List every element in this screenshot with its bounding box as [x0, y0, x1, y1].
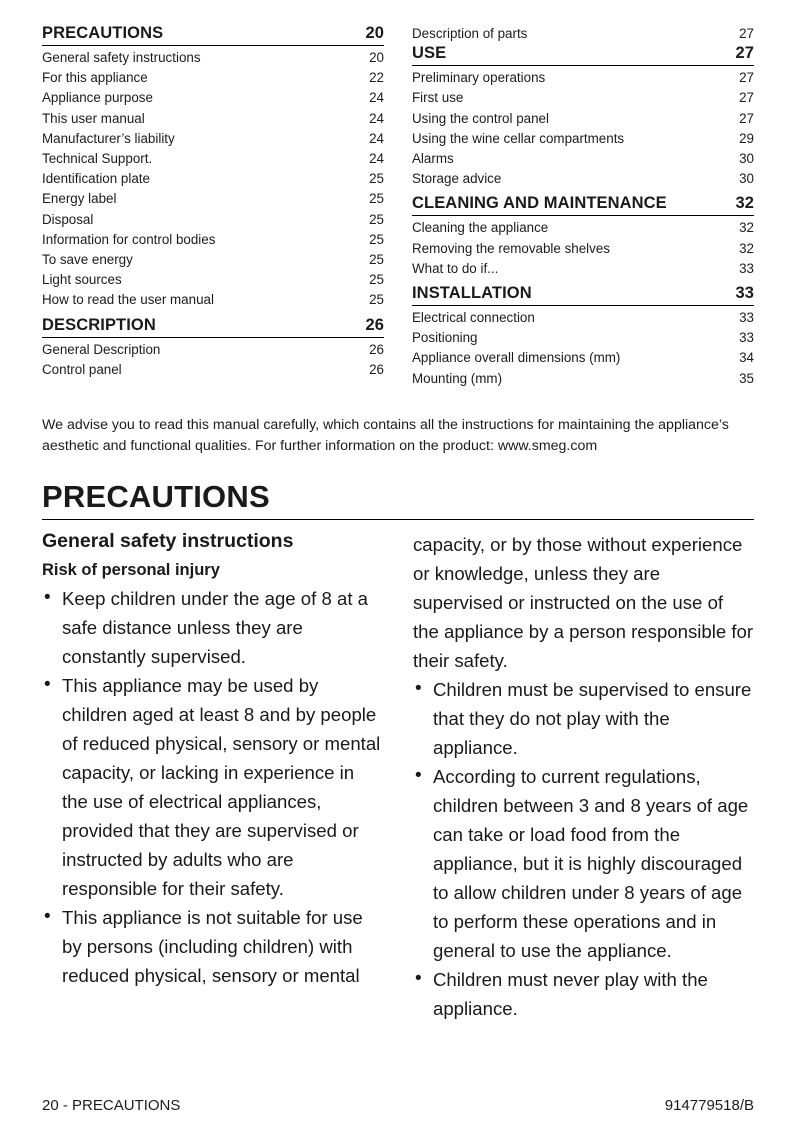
toc-heading-installation[interactable] [412, 284, 754, 306]
toc-entry-title: Storage advice [412, 171, 502, 187]
toc-entry-page: 24 [369, 130, 384, 146]
paragraph-continuation: capacity, or by those without experience or knowledge, unless they are supervised or instructed on the use of the appliance by a person responsible for their safety. [413, 533, 754, 671]
toc-entry-title: Using the wine cellar compartments [412, 130, 625, 146]
toc-entry-page: 32 [739, 220, 754, 236]
toc-entry-page: 20 [365, 24, 384, 42]
toc-entry-page: 34 [739, 350, 754, 366]
toc-entry-title: To save energy [42, 252, 133, 268]
toc-entry[interactable] [42, 109, 384, 129]
toc-left-column [42, 24, 384, 389]
footer-left-label: 20 - PRECAUTIONS [42, 1097, 181, 1114]
toc-entry-page: 24 [369, 151, 384, 167]
toc-entry-title: Energy label [42, 191, 117, 207]
toc-entry-title: Appliance purpose [42, 90, 153, 106]
toc-heading-cleaning-and-maintenance[interactable] [412, 194, 754, 216]
toc-entry-title: What to do if... [412, 260, 499, 276]
toc-entry-page: 32 [739, 240, 754, 256]
toc-entry-page: 33 [739, 260, 754, 276]
toc-entry-page: 27 [739, 90, 754, 106]
table-of-contents [42, 24, 754, 389]
toc-entry-title: This user manual [42, 110, 145, 126]
toc-entry-title: DESCRIPTION [42, 315, 156, 334]
subsection-heading: Risk of personal injury [42, 560, 220, 579]
footer-right-label: 914779518/B [664, 1097, 754, 1114]
toc-entry-page: 25 [369, 191, 384, 207]
toc-entry-page: 27 [739, 110, 754, 126]
advisory-paragraph: We advise you to read this manual carefully, which contains all the instructions for maintaining the appliance’s aesthetic and functional qualities. For further information on the product: www.smeg.com [42, 416, 729, 454]
toc-entry[interactable] [42, 129, 384, 149]
body-left-column [42, 528, 383, 1023]
body-right-column [413, 528, 754, 1023]
toc-entry-title: Removing the removable shelves [412, 240, 610, 256]
toc-entry-title: PRECAUTIONS [42, 24, 164, 42]
toc-entry[interactable] [42, 290, 384, 310]
toc-entry[interactable] [42, 189, 384, 209]
toc-entry-title: Appliance overall dimensions (mm) [412, 350, 621, 366]
toc-entry[interactable] [42, 169, 384, 189]
toc-heading-description[interactable] [42, 316, 384, 338]
toc-entry[interactable] [42, 360, 384, 380]
toc-entry[interactable] [42, 149, 384, 169]
toc-entry[interactable] [42, 230, 384, 250]
bullet-list-right [413, 530, 754, 1023]
toc-entry-page: 35 [739, 370, 754, 386]
toc-entry-page: 25 [369, 272, 384, 288]
toc-entry-title: Light sources [42, 272, 122, 288]
list-item: • Children must be supervised to ensure that they do not play with the appliance. [413, 675, 754, 762]
toc-entry[interactable] [412, 348, 754, 368]
toc-entry[interactable] [412, 169, 754, 189]
toc-entry[interactable] [42, 88, 384, 108]
section-heading: General safety instructions [42, 529, 294, 552]
page-footer [42, 1097, 754, 1114]
toc-entry-title: For this appliance [42, 70, 148, 86]
toc-entry-title: Electrical connection [412, 310, 535, 326]
list-item: • Keep children under the age of 8 at a safe distance unless they are constantly supervised. [42, 584, 383, 671]
toc-entry[interactable] [412, 129, 754, 149]
toc-entry-title: Technical Support. [42, 151, 153, 167]
toc-entry-page: 25 [369, 211, 384, 227]
toc-entry-title: General Description [42, 341, 161, 357]
toc-entry-title: Identification plate [42, 171, 150, 187]
toc-entry-page: 25 [369, 292, 384, 308]
list-item: • This appliance may be used by children aged at least 8 and by people of reduced physical, sensory or mental capacity, or lacking in experience in the use of electrical appliances, provided that they are supervised or instructed by adults who are responsible for their safety. [42, 671, 383, 903]
toc-entry[interactable] [42, 48, 384, 68]
toc-entry-page: 20 [369, 50, 384, 65]
toc-entry-page: 25 [369, 171, 384, 187]
toc-entry-page: 29 [739, 130, 754, 146]
toc-entry-page: 27 [739, 26, 754, 41]
toc-entry[interactable] [412, 109, 754, 129]
toc-entry[interactable] [412, 68, 754, 88]
toc-entry-page: 25 [369, 252, 384, 268]
toc-entry-title: Description of parts [412, 26, 528, 41]
toc-entry-page: 26 [365, 315, 384, 334]
toc-entry-page: 30 [739, 151, 754, 167]
toc-entry[interactable] [412, 218, 754, 238]
toc-entry[interactable] [412, 149, 754, 169]
list-item: • According to current regulations, children between 3 and 8 years of age can take or load food from the appliance, but it is highly discouraged to allow children under 8 years of age to perform these operations and in general to use the appliance. [413, 762, 754, 965]
toc-entry-page: 22 [369, 70, 384, 86]
body-columns [42, 528, 754, 1023]
toc-entry-title: General safety instructions [42, 50, 201, 65]
toc-heading-use[interactable] [412, 44, 754, 66]
toc-entry[interactable] [412, 308, 754, 328]
toc-entry-title: Disposal [42, 211, 94, 227]
toc-entry-title: USE [412, 44, 447, 63]
toc-entry-page: 33 [735, 284, 754, 303]
toc-entry-title: INSTALLATION [412, 284, 532, 303]
toc-entry-page: 33 [739, 330, 754, 346]
list-item: • Children must never play with the appliance. [413, 965, 754, 1023]
toc-entry-title: Manufacturer’s liability [42, 130, 175, 146]
toc-entry-page: 24 [369, 90, 384, 106]
toc-entry-page: 24 [369, 110, 384, 126]
toc-entry[interactable] [412, 328, 754, 348]
toc-entry-page: 33 [739, 310, 754, 326]
toc-entry-page: 27 [739, 70, 754, 86]
toc-entry[interactable] [412, 239, 754, 259]
toc-entry[interactable] [42, 270, 384, 290]
toc-entry[interactable] [42, 68, 384, 88]
toc-entry-title: Using the control panel [412, 110, 549, 126]
toc-entry-title: Positioning [412, 330, 478, 346]
toc-entry[interactable] [412, 24, 754, 44]
toc-entry[interactable] [412, 369, 754, 389]
toc-entry-page: 26 [369, 361, 384, 377]
toc-entry[interactable] [412, 259, 754, 279]
toc-entry-title: CLEANING AND MAINTENANCE [412, 194, 667, 213]
toc-entry-page: 26 [369, 341, 384, 357]
toc-entry[interactable] [42, 340, 384, 360]
toc-entry-title: How to read the user manual [42, 292, 214, 308]
toc-entry-title: Preliminary operations [412, 70, 546, 86]
bullet-list-left [42, 584, 383, 990]
toc-entry-title: First use [412, 90, 464, 106]
toc-entry-title: Control panel [42, 361, 122, 377]
toc-entry-title: Alarms [412, 151, 454, 167]
toc-entry-page: 25 [369, 231, 384, 247]
toc-entry-title: Cleaning the appliance [412, 220, 549, 236]
toc-entry[interactable] [412, 88, 754, 108]
toc-heading-precautions[interactable] [42, 24, 384, 46]
toc-entry[interactable] [42, 210, 384, 230]
toc-right-column [412, 24, 754, 389]
toc-entry-page: 30 [739, 171, 754, 187]
toc-entry-title: Mounting (mm) [412, 370, 503, 386]
list-item: • This appliance is not suitable for use by persons (including children) with reduced physical, sensory or mental [42, 903, 383, 990]
toc-entry-page: 27 [735, 44, 754, 63]
chapter-title: PRECAUTIONS [42, 479, 754, 520]
toc-entry-title: Information for control bodies [42, 231, 216, 247]
toc-entry[interactable] [42, 250, 384, 270]
toc-entry-page: 32 [735, 194, 754, 213]
